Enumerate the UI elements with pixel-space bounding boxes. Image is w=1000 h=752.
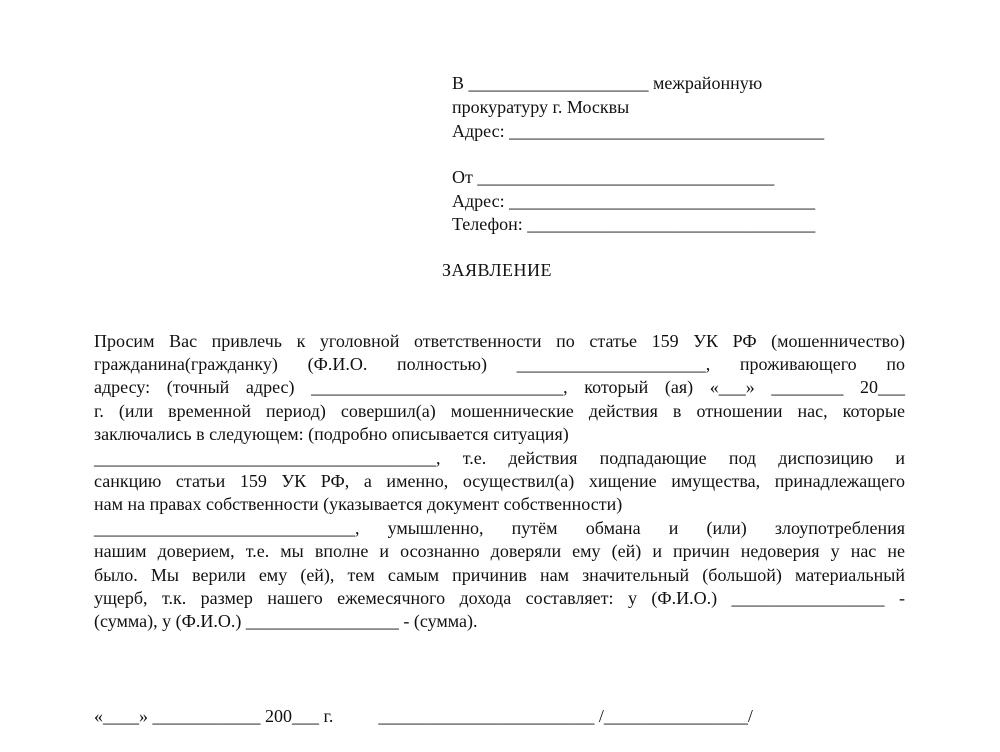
addressee-address: Адрес: ___________________________________ (452, 121, 825, 141)
date-signature-line: «____» ____________ 200___ г. ________________________ /________________/ (94, 706, 753, 726)
addressee-line-2: прокуратуру г. Москвы (452, 97, 630, 117)
body-line: заключались в следующем: (подробно описывается ситуация) (94, 424, 569, 444)
body-line: адресу: (точный адрес) ____________________________, который (ая) «___» ________ 20___ (94, 377, 905, 397)
body-line: Просим Вас привлечь к уголовной ответственности по статье 159 УК РФ (мошенничество) (94, 331, 905, 351)
body-line: нашим доверием, т.е. мы вполне и осознанно доверяли ему (ей) и причин недоверия у нас не (94, 541, 905, 561)
body-line: было. Мы верили ему (ей), тем самым причинив нам значительный (большой) материальный (94, 565, 905, 585)
body-line: гражданина(гражданку) (Ф.И.О. полностью) _____________________, проживающего по (94, 354, 905, 374)
sender-phone: Телефон: ________________________________ (452, 214, 816, 234)
sender-address: Адрес: __________________________________ (452, 191, 816, 211)
body-line: нам на правах собственности (указывается документ собственности) (94, 494, 623, 514)
sender-line: От _________________________________ (452, 167, 775, 187)
body-line: г. (или временной период) совершил(а) мошеннические действия в отношении нас, которые (94, 401, 905, 421)
body-line: ______________________________________, т.е. действия подпадающие под диспозицию и (94, 448, 905, 468)
body-line: ущерб, т.к. размер нашего ежемесячного дохода составляет: у (Ф.И.О.) _________________ - (94, 588, 905, 608)
addressee-line: В ____________________ межрайонную (452, 73, 763, 93)
body-line: (сумма), у (Ф.И.О.) _________________ - (сумма). (94, 611, 478, 631)
body-line: санкцию статьи 159 УК РФ, а именно, осуществил(а) хищение имущества, принадлежащего (94, 471, 905, 491)
document-title: ЗАЯВЛЕНИЕ (442, 260, 553, 280)
body-line: _____________________________, умышленно, путём обмана и (или) злоупотребления (94, 518, 905, 538)
